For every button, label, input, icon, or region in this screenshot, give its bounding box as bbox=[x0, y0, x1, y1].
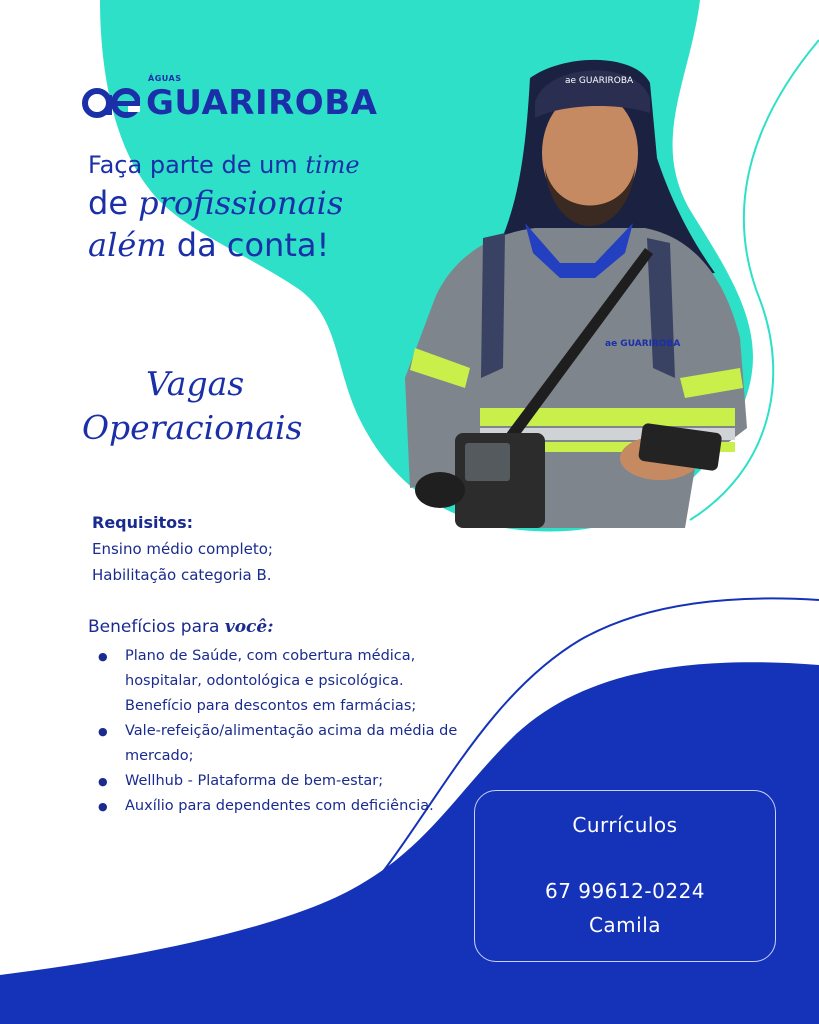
headline-line-2: de profissionais bbox=[88, 184, 344, 222]
headline bbox=[88, 148, 388, 266]
benefit-item: ● Wellhub - Plataforma de bem-estar; bbox=[88, 769, 470, 794]
contact-box bbox=[474, 790, 776, 962]
benefits-section bbox=[88, 614, 488, 819]
job-title bbox=[82, 362, 382, 450]
benefit-item: ● Vale-refeição/alimentação acima da média de mercado; bbox=[88, 719, 470, 769]
headline-line-3: além da conta! bbox=[88, 226, 330, 264]
cap-logo: ae GUARIROBA bbox=[565, 76, 634, 86]
contact-name: Camila bbox=[588, 913, 662, 937]
brand-small-text: ÁGUAS bbox=[148, 74, 182, 83]
brand-name: GUARIROBA bbox=[146, 83, 378, 123]
requirement-item: Ensino médio completo; bbox=[92, 540, 273, 558]
worker-photo bbox=[395, 48, 755, 538]
requirements-title: Requisitos: bbox=[92, 513, 194, 532]
benefit-item: ● Auxílio para dependentes com deficiência. bbox=[88, 794, 470, 819]
contact-title: Currículos bbox=[572, 813, 678, 837]
ae-logo-mark bbox=[82, 86, 140, 120]
brand-logo bbox=[82, 72, 378, 128]
contact-phone[interactable]: 67 99612-0224 bbox=[544, 879, 706, 903]
shirt-logo: ae GUARIROBA bbox=[605, 339, 681, 349]
headline-line-1: Faça parte de um time bbox=[88, 151, 360, 179]
job-title-line-1: Vagas bbox=[146, 364, 245, 403]
job-title-line-2: Operacionais bbox=[82, 408, 303, 447]
requirements-section bbox=[92, 510, 392, 588]
benefits-title: Benefícios para você: bbox=[88, 617, 274, 637]
benefits-list bbox=[88, 644, 488, 819]
benefit-item: ● Plano de Saúde, com cobertura médica, hospitalar, odontológica e psicológica. Benefício para descontos em farmácias; bbox=[88, 644, 470, 719]
requirement-item: Habilitação categoria B. bbox=[92, 566, 272, 584]
